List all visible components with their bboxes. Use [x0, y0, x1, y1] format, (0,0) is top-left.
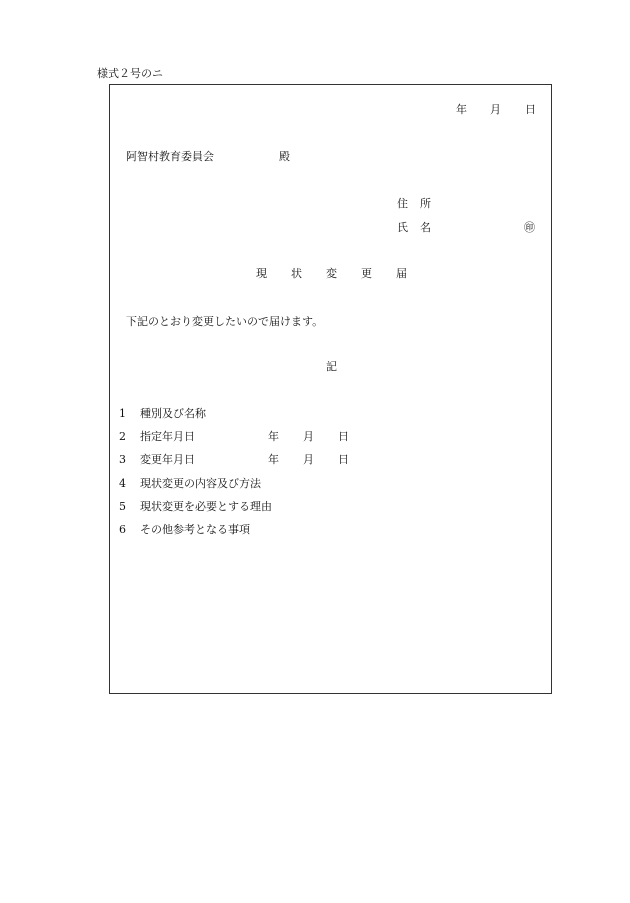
- item-number: 2: [119, 430, 126, 443]
- item-label: 変更年月日: [140, 453, 195, 466]
- item-month-label: 月: [303, 430, 314, 443]
- item-number: 6: [119, 523, 126, 536]
- item-number: 4: [119, 477, 126, 490]
- ki-heading: 記: [326, 360, 337, 373]
- addressee-name: 阿智村教育委員会: [126, 150, 214, 163]
- address-label-char-1: 住: [397, 197, 408, 210]
- form-frame: [109, 84, 552, 694]
- item-day-label: 日: [338, 453, 349, 466]
- seal-icon: ㊞: [524, 221, 535, 234]
- addressee-honorific: 殿: [279, 150, 290, 163]
- name-label-char-2: 名: [420, 221, 431, 234]
- name-label-char-1: 氏: [397, 221, 408, 234]
- date-day-label: 日: [525, 103, 536, 116]
- title-char-3: 変: [326, 267, 337, 280]
- item-year-label: 年: [268, 430, 279, 443]
- item-label: 現状変更を必要とする理由: [140, 500, 272, 513]
- item-label: 現状変更の内容及び方法: [140, 477, 261, 490]
- item-label: 指定年月日: [140, 430, 195, 443]
- title-char-2: 状: [291, 267, 302, 280]
- title-char-4: 更: [361, 267, 372, 280]
- form-number-label: 様式２号のニ: [97, 67, 163, 80]
- item-day-label: 日: [338, 430, 349, 443]
- address-label-char-2: 所: [420, 197, 431, 210]
- item-number: 1: [119, 407, 126, 420]
- date-month-label: 月: [490, 103, 501, 116]
- title-char-1: 現: [256, 267, 267, 280]
- intro-sentence: 下記のとおり変更したいので届けます。: [126, 315, 324, 328]
- date-year-label: 年: [456, 103, 467, 116]
- item-label: 種別及び名称: [140, 407, 206, 420]
- item-number: 5: [119, 500, 126, 513]
- item-year-label: 年: [268, 453, 279, 466]
- title-char-5: 届: [396, 267, 407, 280]
- item-label: その他参考となる事項: [140, 523, 250, 536]
- item-number: 3: [119, 453, 126, 466]
- item-month-label: 月: [303, 453, 314, 466]
